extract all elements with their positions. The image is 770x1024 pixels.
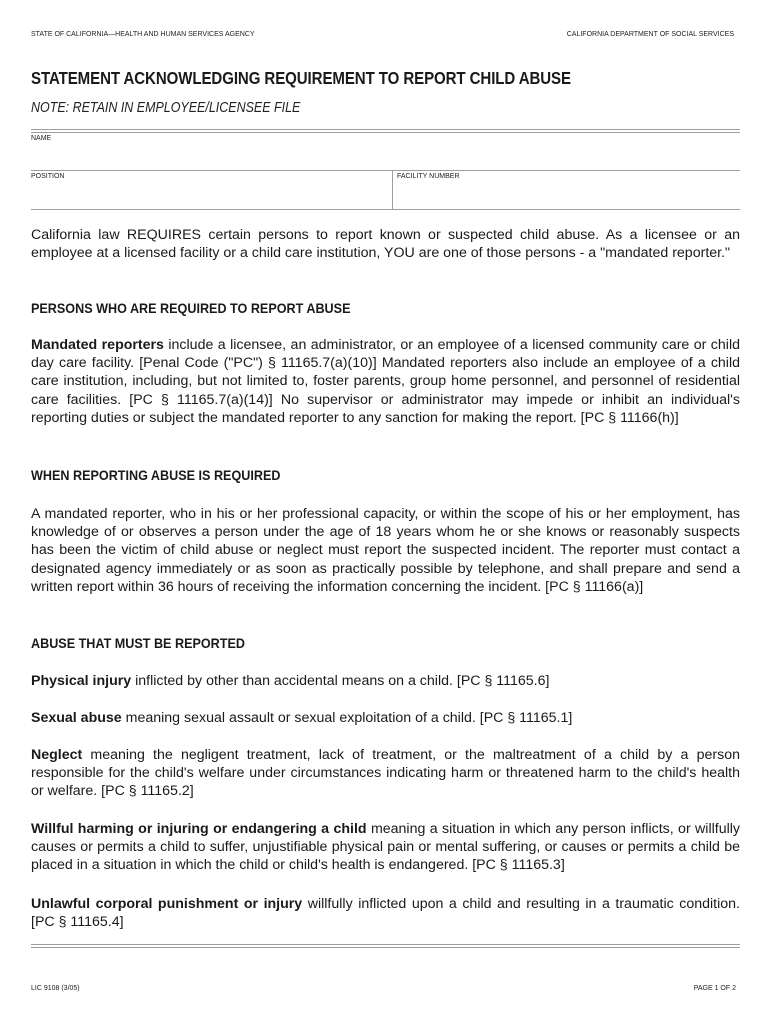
abuse-description: meaning a situation in which any person inflicts, or willfully causes or permits a child to suffer, unjustifiable physical pain or mental suffering, or causes or permits a child be placed in a situation in which the child or child's health is endangered. [PC § 11165.3]	[31, 821, 740, 874]
department-name: CALIFORNIA DEPARTMENT OF SOCIAL SERVICES	[566, 31, 734, 38]
abuse-description: meaning sexual assault or sexual exploitation of a child. [PC § 11165.1]	[121, 710, 573, 726]
abuse-item-willful-harm	[31, 820, 740, 875]
section-heading-abuse: ABUSE THAT MUST BE REPORTED	[31, 635, 245, 651]
abuse-item-physical	[31, 672, 740, 690]
when-reporting-paragraph: A mandated reporter, who in his or her professional capacity, or within the scope of his or her employment, has knowledge of or observes a person under the age of 18 years whom he or she knows or reasonably suspects has been the victim of child abuse or neglect must report the suspected incident. The reporter must contact a designated agency immediately or as soon as practically possible by telephone, and shall prepare and send a written report within 36 hours of receiving the information concerning the incident. [PC § 11166(a)]	[31, 506, 740, 595]
position-field[interactable]	[31, 185, 390, 207]
abuse-term: Unlawful corporal punishment or injury	[31, 896, 303, 912]
section-heading-when: WHEN REPORTING ABUSE IS REQUIRED	[31, 467, 281, 483]
form-top-rule	[31, 129, 740, 130]
form-bottom-rule	[31, 209, 740, 210]
mandated-reporters-term: Mandated reporters	[31, 337, 164, 353]
abuse-term: Physical injury	[31, 673, 132, 689]
abuse-description: willfully inflicted upon a child and resulting in a traumatic condition. [PC § 11165.4]	[31, 896, 740, 931]
name-field[interactable]	[31, 146, 735, 168]
form-id: LIC 9108 (3/05)	[31, 985, 80, 992]
field-divider	[392, 170, 393, 209]
page-number: PAGE 1 OF 2	[693, 985, 736, 992]
abuse-item-corporal-punishment	[31, 895, 740, 931]
abuse-term: Neglect	[31, 747, 83, 763]
facility-number-label: FACILITY NUMBER	[397, 173, 460, 180]
document-title: STATEMENT ACKNOWLEDGING REQUIREMENT TO REPORT CHILD ABUSE	[31, 68, 571, 88]
mandated-reporters-text: include a licensee, an administrator, or an employee of a licensed community care or child day care facility. [Penal Code ("PC") § 11165.7(a)(10)] Mandated reporters also include an employee of a child care institution, including, but not limited to, foster parents, group home personnel, and personnel of residential care facilities. [PC § 11165.7(a)(14)] No supervisor or administrator may impede or inhibit an individual's reporting duties or subject the mandated reporter to any sanction for making the report. [PC § 11166(h)]	[31, 337, 740, 426]
retain-note: NOTE: RETAIN IN EMPLOYEE/LICENSEE FILE	[31, 100, 301, 116]
abuse-description: meaning the negligent treatment, lack of treatment, or the maltreatment of a child by a person responsible for the child's welfare under circumstances indicating harm or threatened harm to the child's health or welfare. [PC § 11165.2]	[31, 747, 740, 800]
agency-name: STATE OF CALIFORNIA—HEALTH AND HUMAN SERVICES AGENCY	[31, 31, 255, 38]
form-top-rule-double	[31, 132, 740, 133]
section-heading-persons: PERSONS WHO ARE REQUIRED TO REPORT ABUSE	[31, 300, 351, 316]
abuse-item-neglect	[31, 746, 740, 801]
abuse-term: Sexual abuse	[31, 710, 122, 726]
abuse-item-sexual	[31, 709, 740, 727]
name-label: NAME	[31, 135, 52, 142]
abuse-description: inflicted by other than accidental means on a child. [PC § 11165.6]	[131, 673, 550, 689]
facility-number-field[interactable]	[397, 185, 741, 207]
mandated-reporters-paragraph	[31, 336, 740, 427]
bottom-rule	[31, 944, 740, 945]
name-field-rule	[31, 170, 740, 171]
position-label: POSITION	[31, 173, 65, 180]
intro-paragraph: California law REQUIRES certain persons to report known or suspected child abuse. As a licensee or an employee at a licensed facility or a child care institution, YOU are one of those persons - a "mandated reporter."	[31, 227, 740, 262]
abuse-term: Willful harming or injuring or endangering a child	[31, 821, 367, 837]
bottom-rule-double	[31, 947, 740, 948]
